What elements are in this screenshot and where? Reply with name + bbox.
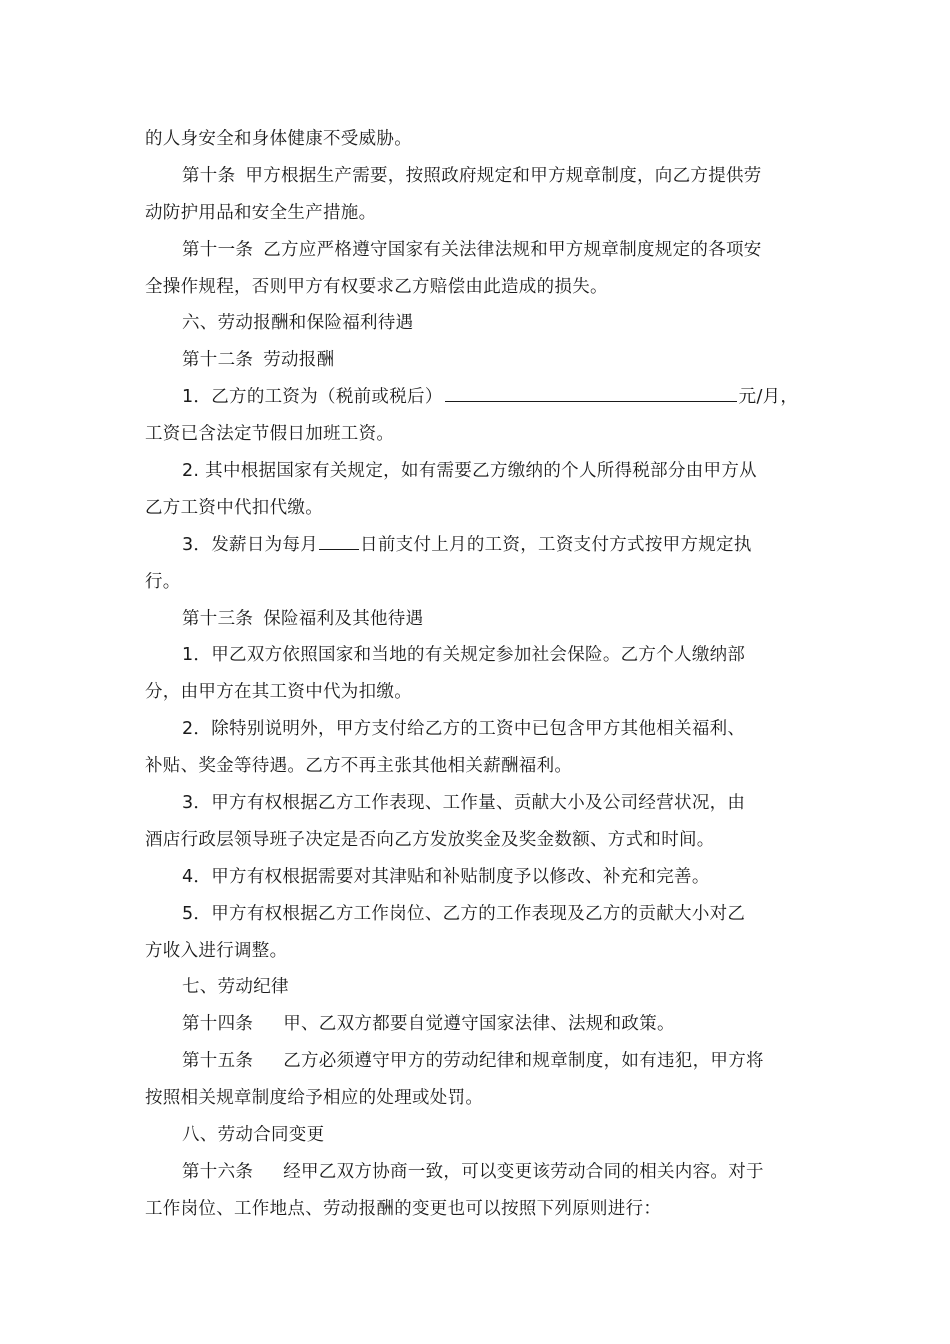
- paragraph-line: [145, 859, 810, 896]
- payday-blank-field[interactable]: [319, 527, 359, 550]
- line-text: 按照相关规章制度给予相应的处理或处罚。: [145, 1088, 484, 1109]
- line-text: 经甲乙双方协商一致，可以变更该劳动合同的相关内容。对于: [283, 1161, 764, 1182]
- salary-line: [145, 379, 810, 416]
- article-number: 第十五条: [182, 1051, 254, 1072]
- paragraph-line: [145, 121, 810, 158]
- paragraph-line: [145, 1191, 810, 1228]
- article-15-line: [145, 1043, 810, 1080]
- line-text: 2．除特别说明外，甲方支付给乙方的工资中已包含甲方其他相关福利、: [182, 719, 746, 740]
- paragraph-line: [145, 822, 810, 859]
- salary-blank-field[interactable]: [445, 379, 737, 402]
- line-text: 乙方工资中代扣代缴。: [145, 497, 323, 518]
- paragraph-line: [145, 933, 810, 970]
- line-text: 工作岗位、工作地点、劳动报酬的变更也可以按照下列原则进行：: [145, 1198, 662, 1219]
- line-text: 的人身安全和身体健康不受威胁。: [145, 129, 412, 149]
- payday-line: [145, 527, 810, 564]
- line-text: 甲方根据生产需要，按照政府规定和甲方规章制度，向乙方提供劳: [245, 165, 762, 186]
- article-10-line: [145, 158, 810, 195]
- line-text: 劳动报酬: [263, 350, 335, 371]
- line-text: 动防护用品和安全生产措施。: [145, 202, 377, 223]
- line-text: 酒店行政层领导班子决定是否向乙方发放奖金及奖金数额、方式和时间。: [145, 829, 715, 850]
- article-number: 第十三条: [182, 608, 254, 629]
- line-text: 1．乙方的工资为（税前或税后）: [182, 387, 443, 408]
- article-13-line: [145, 601, 810, 638]
- paragraph-line: [145, 674, 810, 711]
- paragraph-line: [145, 416, 810, 453]
- article-number: 第十四条: [182, 1014, 254, 1035]
- line-text: 3．甲方有权根据乙方工作表现、工作量、贡献大小及公司经营状况，由: [182, 793, 746, 814]
- line-text: 全操作规程，否则甲方有权要求乙方赔偿由此造成的损失。: [145, 276, 608, 297]
- line-text: 分，由甲方在其工资中代为扣缴。: [145, 682, 412, 703]
- paragraph-line: [145, 490, 810, 527]
- article-number: 第十条: [182, 165, 236, 186]
- article-12-line: [145, 342, 810, 379]
- line-text: 4．甲方有权根据需要对其津贴和补贴制度予以修改、补充和完善。: [182, 866, 710, 887]
- paragraph-line: [145, 785, 810, 822]
- article-14-line: [145, 1006, 810, 1043]
- line-text: 工资已含法定节假日加班工资。: [145, 424, 395, 445]
- line-text: 乙方应严格遵守国家有关法律法规和甲方规章制度规定的各项安: [263, 239, 762, 260]
- line-text: 甲、乙双方都要自觉遵守国家法律、法规和政策。: [283, 1014, 675, 1035]
- line-text: 5．甲方有权根据乙方工作岗位、乙方的工作表现及乙方的贡献大小对乙: [182, 903, 746, 924]
- article-number: 第十六条: [182, 1161, 254, 1182]
- line-text: 2. 其中根据国家有关规定，如有需要乙方缴纳的个人所得税部分由甲方从: [182, 461, 757, 482]
- line-text: 保险福利及其他待遇: [263, 608, 424, 629]
- line-text: 3．发薪日为每月: [182, 534, 319, 555]
- paragraph-line: [145, 269, 810, 306]
- section-heading-text: 八、劳动合同变更: [182, 1125, 325, 1146]
- paragraph-line: [145, 711, 810, 748]
- section-heading-text: 七、劳动纪律: [182, 977, 289, 998]
- paragraph-line: [145, 637, 810, 674]
- section-heading-8: [145, 1117, 810, 1154]
- section-heading-7: [145, 969, 810, 1006]
- article-number: 第十一条: [182, 239, 254, 260]
- paragraph-line: [145, 748, 810, 785]
- section-heading-6: [145, 305, 810, 342]
- paragraph-line: [145, 896, 810, 933]
- line-text: 乙方必须遵守甲方的劳动纪律和规章制度，如有违犯，甲方将: [283, 1051, 764, 1072]
- article-16-line: [145, 1154, 810, 1191]
- article-11-line: [145, 232, 810, 269]
- line-text: 1．甲乙双方依照国家和当地的有关规定参加社会保险。乙方个人缴纳部: [182, 645, 746, 666]
- paragraph-line: [145, 453, 810, 490]
- line-text: 日前支付上月的工资，工资支付方式按甲方规定执: [360, 534, 752, 555]
- article-number: 第十二条: [182, 350, 254, 371]
- paragraph-line: [145, 1080, 810, 1117]
- line-text: 方收入进行调整。: [145, 940, 288, 961]
- line-text: 元/月，: [738, 387, 799, 408]
- paragraph-line: [145, 195, 810, 232]
- line-text: 补贴、奖金等待遇。乙方不再主张其他相关薪酬福利。: [145, 756, 573, 777]
- document-body: [145, 121, 810, 1228]
- section-heading-text: 六、劳动报酬和保险福利待遇: [182, 313, 414, 334]
- paragraph-line: [145, 564, 810, 601]
- line-text: 行。: [145, 571, 181, 592]
